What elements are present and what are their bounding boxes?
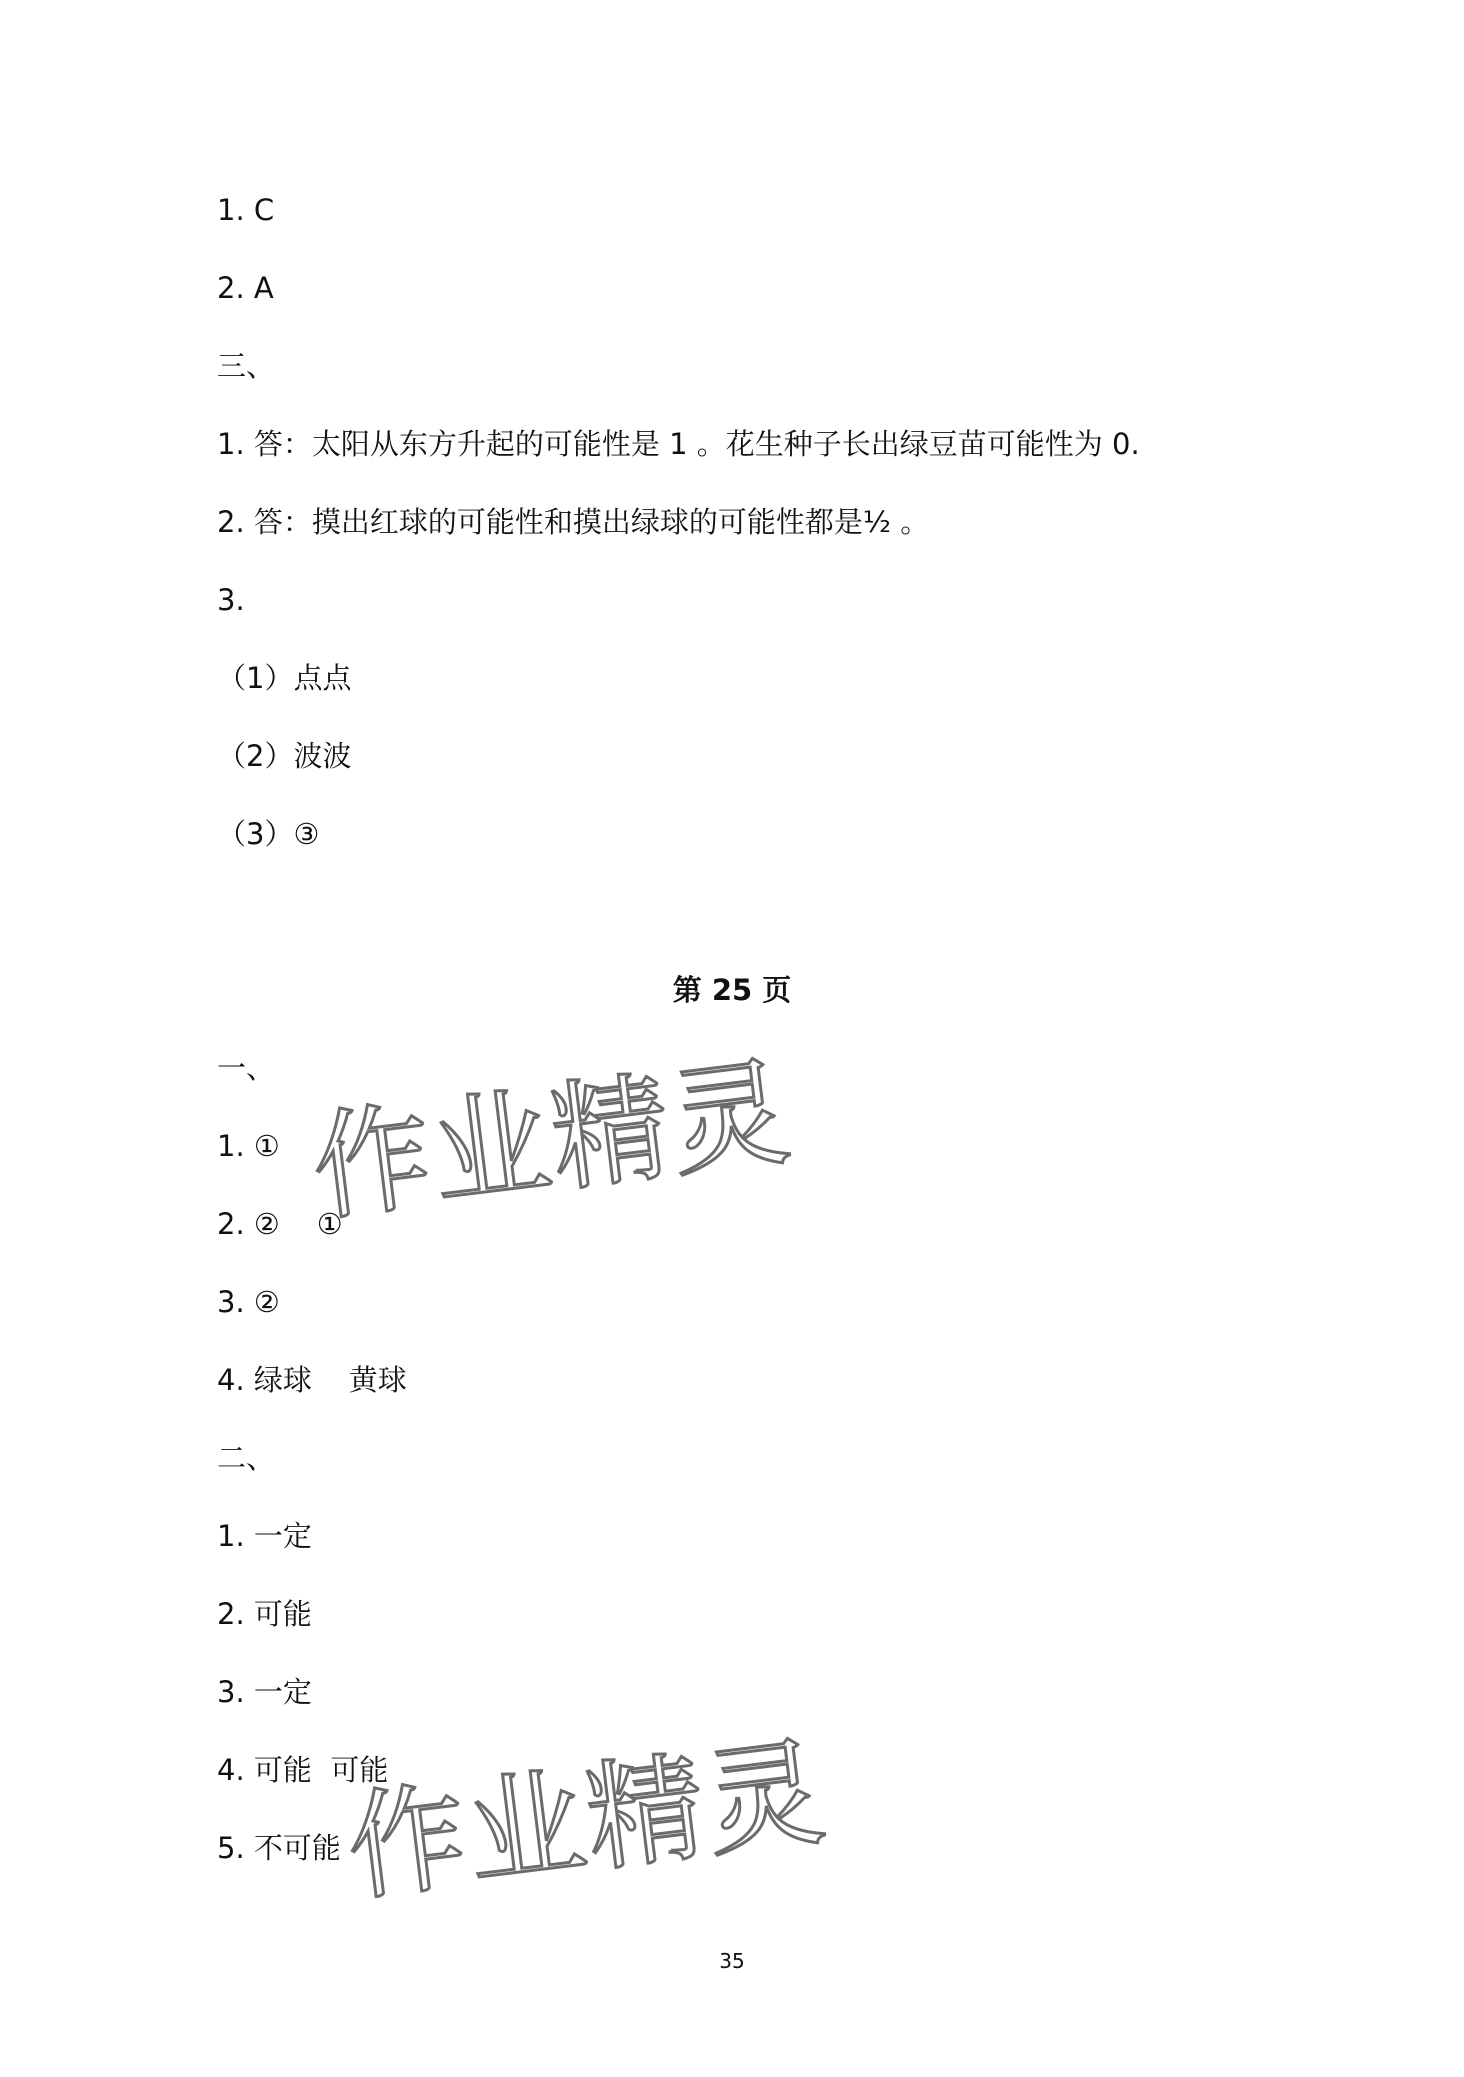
answer-line: 1. 一定	[217, 1519, 312, 1553]
watermark-logo: 作业精灵	[305, 1042, 799, 1238]
answer-line: 3. ②	[217, 1285, 280, 1319]
answer-line: 3.	[217, 583, 245, 617]
section-label: 三、	[217, 349, 276, 383]
section-label: 一、	[217, 1051, 276, 1085]
page-section-heading: 第 25 页	[672, 973, 792, 1007]
answer-line: 1. ①	[217, 1129, 280, 1163]
answer-line: 2. A	[217, 271, 274, 305]
watermark-logo: 作业精灵	[340, 1722, 834, 1918]
answer-subline: （3）③	[217, 817, 320, 851]
answer-line: 5. 不可能	[217, 1831, 341, 1865]
page-number: 35	[719, 1949, 745, 1973]
answer-line: 4. 绿球 黄球	[217, 1363, 407, 1397]
section-label: 二、	[217, 1441, 276, 1475]
answer-subline: （2）波波	[217, 739, 352, 773]
answer-line: 2. 答：摸出红球的可能性和摸出绿球的可能性都是½ 。	[217, 505, 930, 539]
answer-line: 3. 一定	[217, 1675, 312, 1709]
answer-line: 2. ② ①	[217, 1207, 343, 1241]
answer-line: 4. 可能 可能	[217, 1753, 389, 1787]
answer-line: 1. 答：太阳从东方升起的可能性是 1 。花生种子长出绿豆苗可能性为 0.	[217, 427, 1140, 461]
answer-subline: （1）点点	[217, 661, 352, 695]
answer-line: 1. C	[217, 193, 275, 227]
answer-line: 2. 可能	[217, 1597, 312, 1631]
